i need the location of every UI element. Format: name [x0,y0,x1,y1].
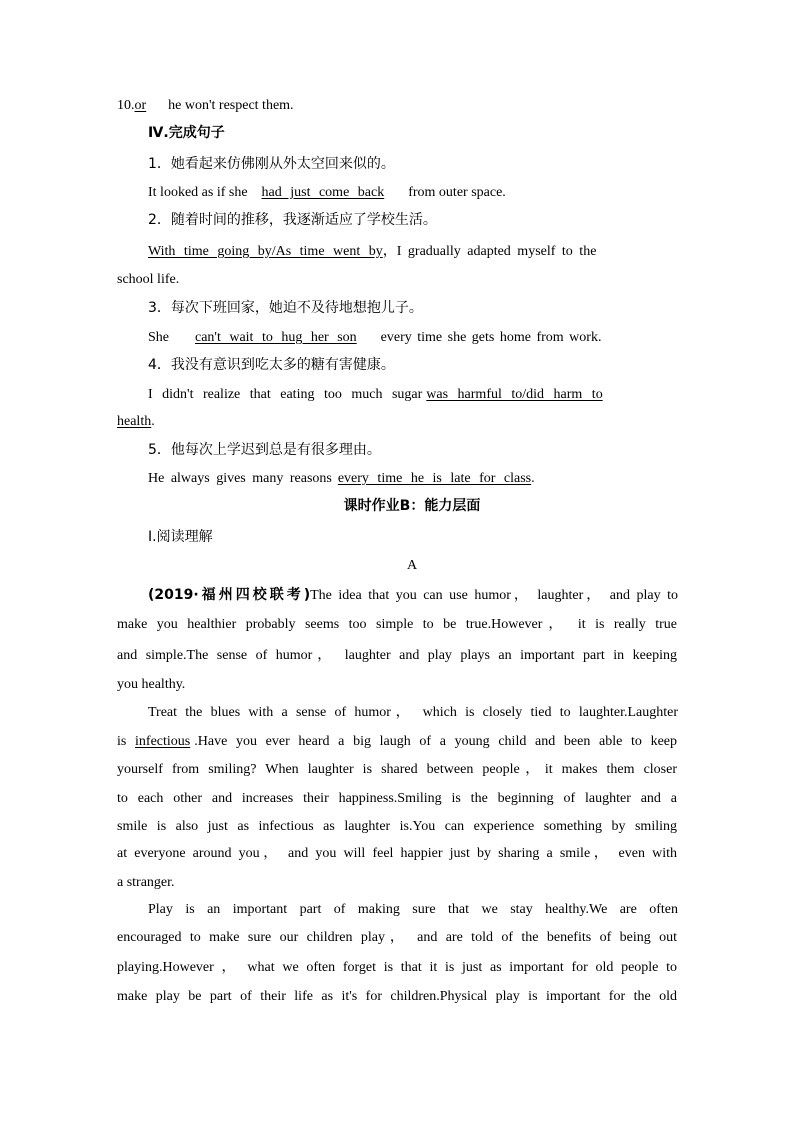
q2-chinese: 2．随着时间的推移，我逐渐适应了学校生活。 [148,212,437,228]
passage-line: Play is an important part of making sure that we stay healthy.We are often [148,902,678,917]
passage-line: and simple.The sense of humor， laughter and play plays an important part in keeping [117,648,677,663]
passage-source: (2019·福州四校联考) [148,587,311,603]
q5-english [148,470,678,488]
sentence-text: . [151,414,155,429]
answer-blank: can't wait to hug her son [195,330,357,345]
answer-blank: every time he is late for class [337,471,532,486]
answer-blank: was harmful to/did harm to [426,387,603,402]
section-4-title: Ⅳ.完成句子 [148,125,225,141]
passage-line: make play be part of their life as it's for children.Physical play is important for the old [117,989,677,1004]
passage-text: is [117,734,127,749]
passage-line: smile is also just as infectious as laughter is.You can experience something by smiling [117,819,677,834]
passage-line: encouraged to make sure our children play， and are told of the benefits of being out [117,930,677,945]
passage-line: make you healthier probably seems too simple to be true.However， it is really true [117,617,677,632]
passage-line: at everyone around you， and you will feel happier just by sharing a smile， even with [117,846,677,861]
q3-chinese: 3．每次下班回家，她迫不及待地想抱儿子。 [148,300,423,316]
passage-label: A [406,558,418,573]
q5-chinese: 5．他每次上学迟到总是有很多理由。 [148,442,381,458]
sentence-10 [117,97,677,115]
part-b-heading: 课时作业B：能力层面 [343,498,481,514]
answer-blank: had just come back [261,185,385,200]
sentence-text: . [531,471,535,486]
q2-english [148,243,678,261]
passage-text: .Have you ever heard a big laugh of a young child and been able to keep [194,734,678,749]
sentence-text: every time she gets home from work. [380,330,602,345]
q2-continuation: school life. [117,272,180,287]
sentence-text: He always gives many reasons [148,471,332,486]
q1-english [148,184,678,202]
section-1-title: Ⅰ.阅读理解 [148,529,213,545]
q1-chinese: 1．她看起来仿佛刚从外太空回来似的。 [148,156,395,172]
passage-line [117,733,677,751]
passage-line: playing.However ， what we often forget is that it is just as important for old people to [117,960,677,975]
sentence-text: It looked as if she [148,185,248,200]
passage-text: The idea that you can use humor， laughter， and play to [310,588,678,603]
q4-english [148,386,678,404]
sentence-text: ，I gradually adapted myself to the [382,244,597,259]
underlined-word: infectious [135,734,191,749]
sentence-text: he won't respect them. [168,98,294,113]
q4-chinese: 4．我没有意识到吃太多的糖有害健康。 [148,357,395,373]
answer-blank: health [117,414,152,429]
passage-line: yourself from smiling? When laughter is shared between people，it makes them closer [117,762,677,777]
sentence-text: She [148,330,169,345]
answer-blank: With time going by/As time went by [148,244,383,259]
sentence-text: I didn't realize that eating too much sugar [148,387,423,402]
q3-english [148,329,678,347]
passage-line: you healthy. [117,677,186,692]
passage-line: Treat the blues with a sense of humor， which is closely tied to laughter.Laughter [148,705,678,720]
passage-line [148,586,678,605]
sentence-text: from outer space. [408,185,506,200]
passage-line: a stranger. [117,875,175,890]
passage-line: to each other and increases their happiness.Smiling is the beginning of laughter and a [117,791,677,806]
item-number: 10. [117,98,135,113]
answer-blank: or [134,98,147,113]
q4-continuation [117,413,677,431]
